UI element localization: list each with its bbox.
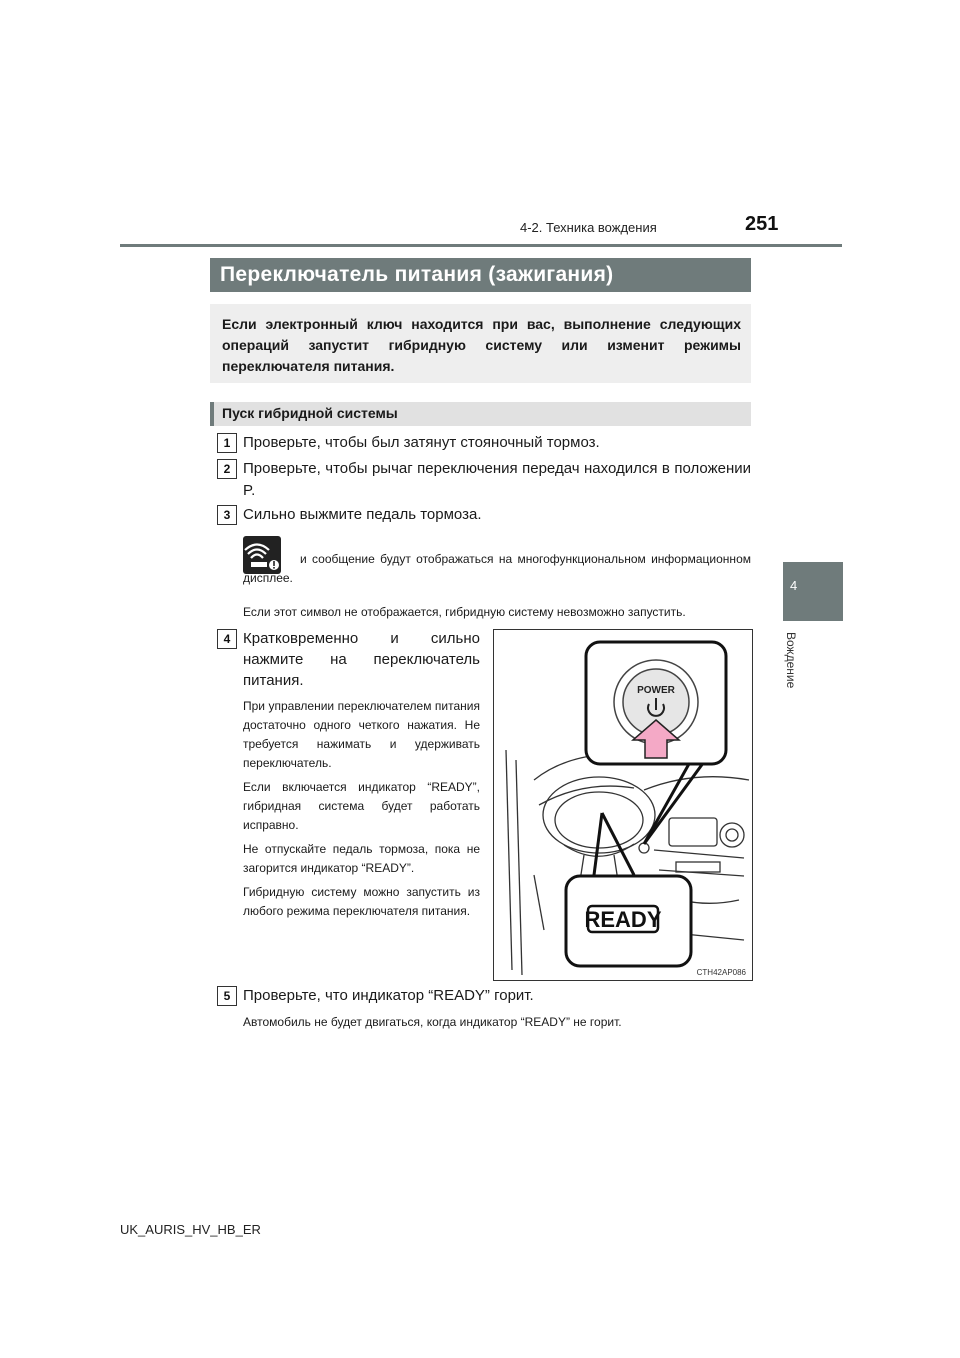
document-code: UK_AURIS_HV_HB_ER <box>120 1222 261 1237</box>
step4-note: Если включается индикатор “READY”, гибридная система будет работать исправно. <box>243 780 480 832</box>
step-text: Сильно выжмите педаль тормоза. <box>243 506 482 523</box>
header-rule <box>120 244 842 247</box>
figure-code: CTH42AP086 <box>696 968 746 977</box>
subsection-title: Пуск гибридной системы <box>222 405 398 421</box>
step3-note: и сообщение будут отображаться на многофункциональном информационном дисплее. <box>243 552 751 585</box>
intro-text: Если электронный ключ находится при вас, выполнение следующих операций запустит гибридную систему или изменит режимы переключателя питания. <box>222 316 741 374</box>
chapter-label: Вождение <box>784 632 798 689</box>
power-button-label: POWER <box>637 685 675 696</box>
step4-note: При управлении переключателем питания достаточно одного четкого нажатия. Не требуется нажимать и удерживать переключатель. <box>243 699 480 770</box>
step4-note: Гибридную систему можно запустить из любого режима переключателя питания. <box>243 885 480 918</box>
step-number: 2 <box>217 459 237 479</box>
dashboard-illustration <box>494 630 752 980</box>
power-switch-figure <box>493 629 753 981</box>
step-number: 4 <box>217 629 237 649</box>
step-number: 1 <box>217 433 237 453</box>
section-heading: 4-2. Техника вождения <box>520 220 657 235</box>
step4-note: Не отпускайте педаль тормоза, пока не загорится индикатор “READY”. <box>243 842 480 875</box>
step-text: Проверьте, чтобы был затянут стояночный тормоз. <box>243 434 600 451</box>
step-text: Проверьте, чтобы рычаг переключения передач находился в положении P. <box>243 460 751 499</box>
chapter-number: 4 <box>790 578 798 593</box>
step5-note: Автомобиль не будет двигаться, когда индикатор “READY” не горит. <box>243 1015 622 1029</box>
page-number: 251 <box>745 213 779 235</box>
step-number: 3 <box>217 505 237 525</box>
step-text: Проверьте, что индикатор “READY” горит. <box>243 987 534 1004</box>
subsection-accent <box>210 402 214 426</box>
step-number: 5 <box>217 986 237 1006</box>
page-title: Переключатель питания (зажигания) <box>220 263 614 286</box>
ready-indicator-label: READY <box>584 907 662 932</box>
step-text: Кратковременно и сильно нажмите на переключатель питания. <box>243 630 480 689</box>
step3-note-2: Если этот символ не отображается, гибридную систему невозможно запустить. <box>243 605 686 619</box>
